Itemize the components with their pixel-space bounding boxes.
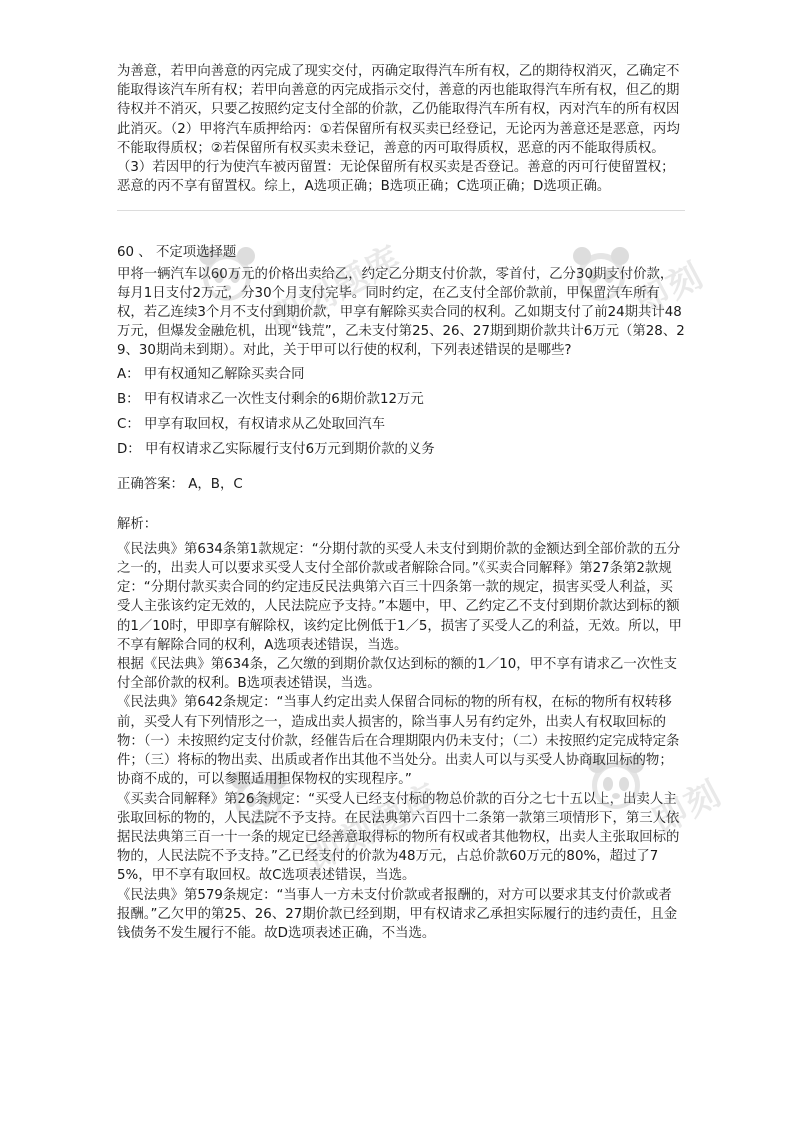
- analysis-paragraph: 《民法典》第634条第1款规定：“分期付款的买受人未支付到期价款的金额达到全部价款的五分之一的，出卖人可以要求买受人支付全部价款或者解除合同。”《买卖合同解释》第27条第2款规定：“分期付款买卖合同的约定违反民法典第六百三十四条第一款的规定，损害买受人利益，买受人主张该约定无效的，人民法院应予支持。”本题中，甲、乙约定乙不支付到期价款达到标的额的1／10时，甲即享有解除权，该约定比例低于1／5，损害了买受人乙的利益，无效。所以，甲不享有解除合同的权利，A选项表述错误，当选。: [117, 541, 682, 653]
- analysis-title: 解析：: [117, 516, 158, 532]
- option-a: A： 甲有权通知乙解除买卖合同: [117, 366, 305, 382]
- question-header: 60 、 不定项选择题: [117, 245, 237, 261]
- analysis-paragraph: 《民法典》第579条规定：“当事人一方未支付价款或者报酬的，对方可以要求其支付价款或者报酬。”乙欠甲的第25、26、27期价款已经到期，甲有权请求乙承担实际履行的违约责任，且金钱债务不发生履行不能。故D选项表述正确，不当选。: [117, 887, 678, 941]
- options-list: [117, 365, 685, 460]
- section-divider: [117, 210, 685, 211]
- correct-answer: 正确答案： A，B，C: [117, 477, 243, 493]
- analysis-paragraph: 《买卖合同解释》第26条规定：“买受人已经支付标的物总价款的百分之七十五以上，出卖人主张取回标的物的，人民法院不予支持。在民法典第六百四十二条第一款第三项情形下，第三人依据民法典第三百一十一条的规定已经善意取得标的物所有权或者其他物权，出卖人主张取回标的物的，人民法院不予支持。”乙已经支付的价款为48万元，占总价款60万元的80%，超过了75%，甲不享有取回权。故C选项表述错误，当选。: [117, 791, 680, 884]
- analysis-paragraph: 《民法典》第642条规定：“当事人约定出卖人保留合同标的物的所有权，在标的物所有权转移前，买受人有下列情形之一，造成出卖人损害的，除当事人另有约定外，出卖人有权取回标的物：（一）未按照约定支付价款，经催告后在合理期限内仍未支付；（二）未按照约定完成特定条件；（三）将标的物出卖、出质或者作出其他不当处分。出卖人可以与买受人协商取回标的物；协商不成的，可以参照适用担保物权的实现程序。”: [117, 695, 680, 788]
- watermark-logo-text: 即刻: [646, 773, 729, 843]
- option-b: B： 甲有权请求乙一次性支付剩余的6期价款12万元: [117, 391, 424, 407]
- analysis-paragraph: 根据《民法典》第634条，乙欠缴的到期价款仅达到标的额的1／10，甲不享有请求乙一次性支付全部价款的权利。B选项表述错误，当选。: [117, 657, 677, 692]
- option-c: C： 甲享有取回权，有权请求从乙处取回汽车: [117, 417, 386, 433]
- previous-answer-continuation: 为善意，若甲向善意的丙完成了现实交付，丙确定取得汽车所有权，乙的期待权消灭，乙确定不能取得该汽车所有权；若甲向善意的丙完成指示交付，善意的丙也能取得汽车所有权，但乙的期待权并不消灭，只要乙按照约定支付全部的价款，乙仍能取得汽车所有权，丙对汽车的所有权因此消灭。（2）甲将汽车质押给丙：①若保留所有权买卖已经登记，无论丙为善意还是恶意，丙均不能取得质权；②若保留所有权买卖未登记，善意的丙可取得质权，恶意的丙不能取得质权。（3）若因甲的行为使汽车被丙留置：无论保留所有权买卖是否登记。善意的丙可行使留置权；恶意的丙不享有留置权。综上，A选项正确；B选项正确；C选项正确；D选项正确。: [117, 64, 680, 195]
- analysis-body: [117, 540, 685, 943]
- watermark-logo-text: 即刻题库: [300, 776, 447, 880]
- page-content: [117, 62, 685, 943]
- question-stem: 甲将一辆汽车以60万元的价格出卖给乙，约定乙分期支付价款，零首付，乙分30期支付价款，每月1日支付2万元，分30个月支付完毕。同时约定，在乙支付全部价款前，甲保留汽车所有权，若乙连续3个月不支付到期价款，甲享有解除买卖合同的权利。乙如期支付了前24期共计48万元，但爆发金融危机，出现“钱荒”，乙未支付第25、26、27期到期价款共计6万元（第28、29、30期尚未到期）。对此，关于甲可以行使的权利，下列表述错误的是哪些?: [117, 266, 685, 359]
- watermark-logo-text: 即刻题库: [262, 238, 409, 342]
- option-d: D： 甲有权请求乙实际履行支付6万元到期价款的义务: [117, 442, 435, 458]
- watermark-logo-text: 即刻: [628, 255, 711, 325]
